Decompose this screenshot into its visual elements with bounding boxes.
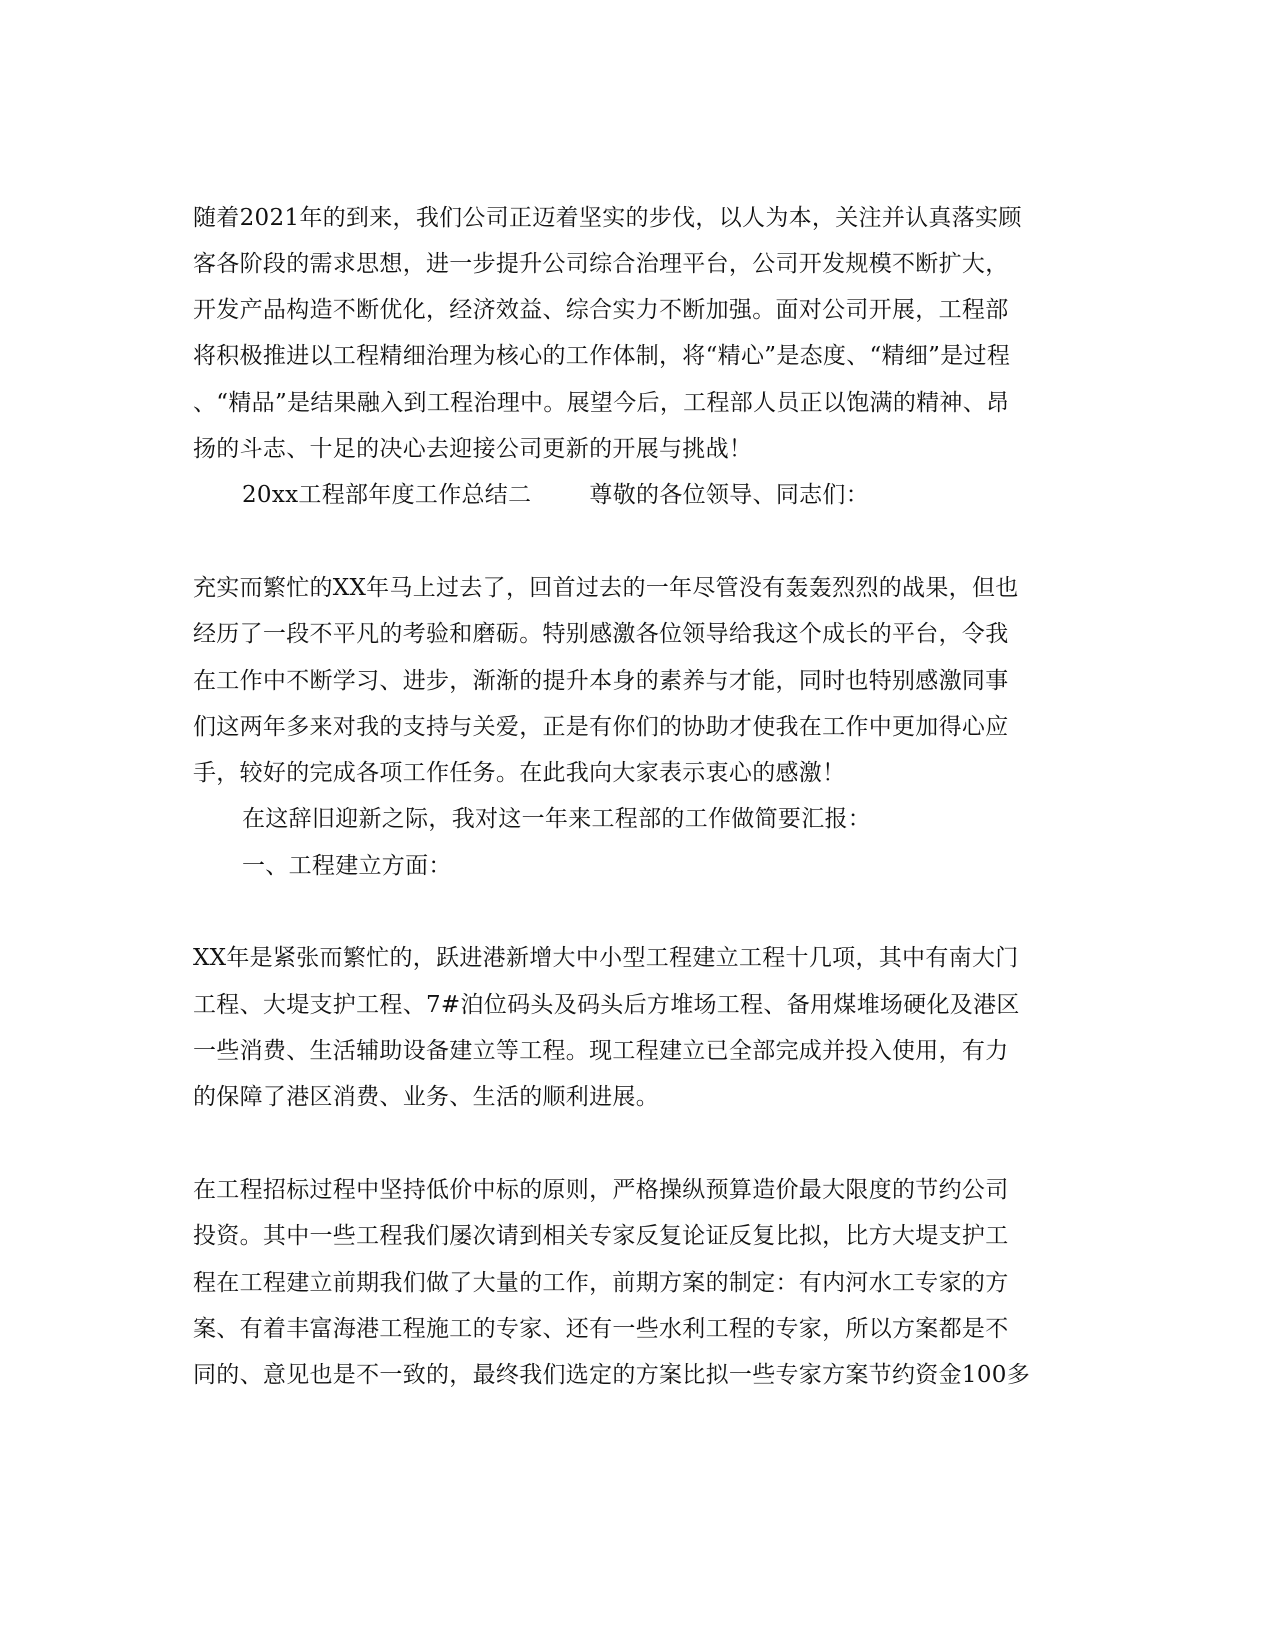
paragraph-1-line-3: 开发产品构造不断优化，经济效益、综合实力不断加强。面对公司开展，工程部: [193, 297, 1009, 323]
paragraph-2-line-1: 充实而繁忙的XX年马上过去了，回首过去的一年尽管没有轰轰烈烈的战果，但也: [193, 575, 1019, 601]
salutation: 尊敬的各位领导、同志们：: [589, 482, 870, 508]
paragraph-2-line-5: 手，较好的完成各项工作任务。在此我向大家表示衷心的感激！: [193, 760, 846, 786]
paragraph-5-line-2: 投资。其中一些工程我们屡次请到相关专家反复论证反复比拟，比方大堤支护工: [193, 1223, 1009, 1249]
section-1-heading: 一、工程建立方面：: [242, 853, 452, 879]
paragraph-1-line-6: 扬的斗志、十足的决心去迎接公司更新的开展与挑战！: [193, 436, 753, 462]
paragraph-3: 在这辞旧迎新之际，我对这一年来工程部的工作做简要汇报：: [242, 806, 872, 832]
paragraph-5-line-3: 程在工程建立前期我们做了大量的工作，前期方案的制定：有内河水工专家的方: [193, 1270, 1009, 1296]
paragraph-2-line-2: 经历了一段不平凡的考验和磨砺。特别感激各位领导给我这个成长的平台，令我: [193, 621, 1009, 647]
paragraph-1-line-4: 将积极推进以工程精细治理为核心的工作体制，将“精心”是态度、“精细”是过程: [193, 343, 1011, 369]
paragraph-4-line-2: 工程、大堤支护工程、7#泊位码头及码头后方堆场工程、备用煤堆场硬化及港区: [193, 992, 1020, 1018]
paragraph-4-line-4: 的保障了港区消费、业务、生活的顺利进展。: [193, 1084, 659, 1110]
paragraph-5-line-4: 案、有着丰富海港工程施工的专家、还有一些水利工程的专家，所以方案都是不: [193, 1316, 1009, 1342]
paragraph-5-line-5: 同的、意见也是不一致的，最终我们选定的方案比拟一些专家方案节约资金100多: [193, 1362, 1030, 1388]
paragraph-2-line-3: 在工作中不断学习、进步，渐渐的提升本身的素养与才能，同时也特别感激同事: [193, 668, 1009, 694]
paragraph-5-line-1: 在工程招标过程中坚持低价中标的原则，严格操纵预算造价最大限度的节约公司: [193, 1177, 1009, 1203]
heading-line: [242, 480, 1132, 510]
paragraph-1-line-2: 客各阶段的需求思想，进一步提升公司综合治理平台，公司开发规模不断扩大，: [193, 251, 1009, 277]
paragraph-4-line-3: 一些消费、生活辅助设备建立等工程。现工程建立已全部完成并投入使用，有力: [193, 1038, 1009, 1064]
paragraph-1-line-5: 、“精品”是结果融入到工程治理中。展望今后，工程部人员正以饱满的精神、昂: [193, 390, 1010, 416]
paragraph-1-line-1: 随着2021年的到来，我们公司正迈着坚实的步伐，以人为本，关注并认真落实顾: [193, 205, 1022, 231]
paragraph-4-line-1: XX年是紧张而繁忙的，跃进港新增大中小型工程建立工程十几项，其中有南大门: [193, 945, 1019, 971]
paragraph-2-line-4: 们这两年多来对我的支持与关爱，正是有你们的协助才使我在工作中更加得心应: [193, 714, 1009, 740]
summary-title: 20xx工程部年度工作总结二: [242, 482, 532, 508]
